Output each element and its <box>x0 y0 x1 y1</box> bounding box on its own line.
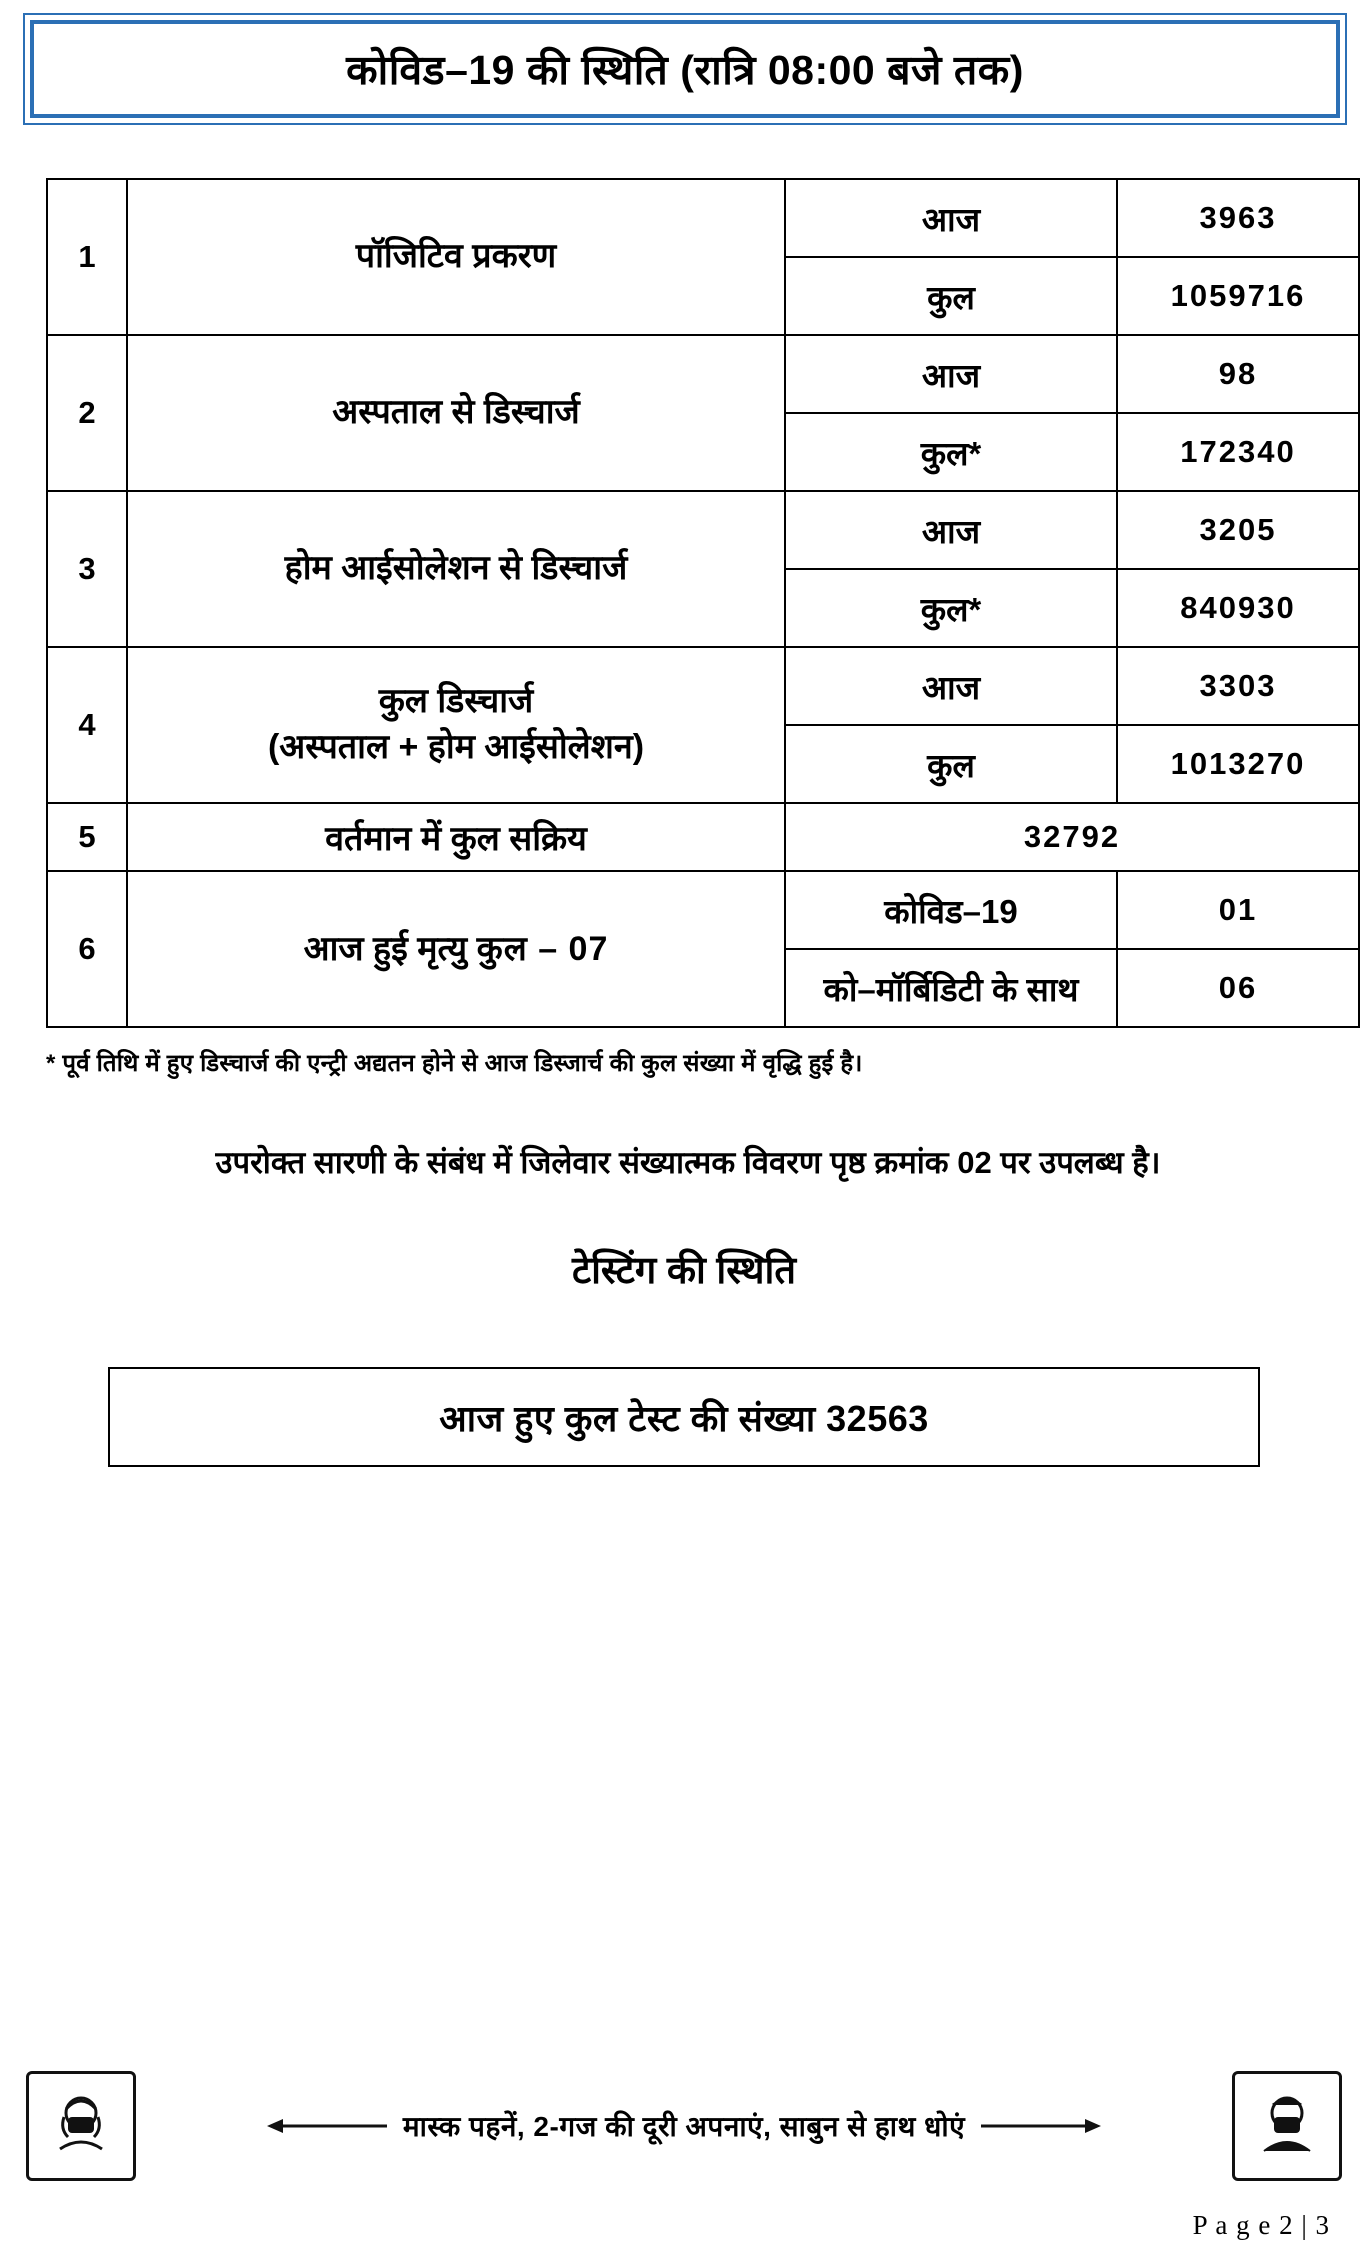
row-value: 3205 <box>1117 491 1359 569</box>
row-number: 6 <box>47 871 127 1027</box>
row-number: 5 <box>47 803 127 871</box>
arrow-left-icon <box>267 2116 387 2136</box>
row-label <box>127 647 785 803</box>
row-value: 172340 <box>1117 413 1359 491</box>
row-label-line1: आज हुई मृत्यु <box>303 929 468 968</box>
row-number: 1 <box>47 179 127 335</box>
mask-woman-icon <box>26 2071 136 2181</box>
row-number: 3 <box>47 491 127 647</box>
row-number: 2 <box>47 335 127 491</box>
row-value: 98 <box>1117 335 1359 413</box>
table-footnote: * पूर्व तिथि में हुए डिस्चार्ज की एन्ट्री अद्यतन होने से आज डिस्जार्च की कुल संख्या में वृद्धि हुई है। <box>46 1050 863 1077</box>
row-label: वर्तमान में कुल सक्रिय <box>127 803 785 871</box>
row-value: 32792 <box>785 803 1359 871</box>
testing-total-box <box>108 1367 1260 1467</box>
row-number: 4 <box>47 647 127 803</box>
page-title: कोविड–19 की स्थिति (रात्रि 08:00 बजे तक) <box>346 47 1024 93</box>
row-sublabel: कुल <box>785 725 1117 803</box>
footer-banner <box>0 2071 1368 2191</box>
table-row <box>47 647 1359 725</box>
row-value: 1013270 <box>1117 725 1359 803</box>
table-row <box>47 803 1359 871</box>
row-value: 06 <box>1117 949 1359 1027</box>
footer-slogan-group <box>136 2107 1232 2145</box>
page-title-banner <box>30 20 1340 118</box>
page-number: P a g e 2 | 3 <box>1192 2210 1330 2240</box>
row-sublabel: कोविड–19 <box>785 871 1117 949</box>
row-value: 840930 <box>1117 569 1359 647</box>
row-sublabel: आज <box>785 335 1117 413</box>
row-value: 3963 <box>1117 179 1359 257</box>
row-label-line2: कुल – 07 <box>476 929 609 968</box>
row-sublabel: आज <box>785 491 1117 569</box>
row-sublabel: आज <box>785 179 1117 257</box>
row-sublabel: कुल* <box>785 413 1117 491</box>
row-sublabel: कुल <box>785 257 1117 335</box>
footer-slogan: मास्क पहनें, 2-गज की दूरी अपनाएं, साबुन से हाथ धोएं <box>402 2111 966 2142</box>
covid-status-table <box>46 178 1360 1028</box>
district-detail-note: उपरोक्त सारणी के संबंध में जिलेवार संख्यात्मक विवरण पृष्ठ क्रमांक 02 पर उपलब्ध है। <box>215 1145 1161 1180</box>
row-sublabel: कुल* <box>785 569 1117 647</box>
table-row <box>47 491 1359 569</box>
table-row <box>47 335 1359 413</box>
row-label: होम आईसोलेशन से डिस्चार्ज <box>127 491 785 647</box>
row-label: अस्पताल से डिस्चार्ज <box>127 335 785 491</box>
mask-man-icon <box>1232 2071 1342 2181</box>
testing-total-text: आज हुए कुल टेस्ट की संख्या 32563 <box>439 1397 929 1439</box>
table-row <box>47 179 1359 257</box>
table-row <box>47 871 1359 949</box>
row-label: पॉजिटिव प्रकरण <box>127 179 785 335</box>
arrow-right-icon <box>981 2116 1101 2136</box>
covid-status-table-wrapper <box>46 178 1330 1028</box>
row-value: 01 <box>1117 871 1359 949</box>
row-label-line1: कुल डिस्चार्ज <box>378 682 534 721</box>
row-label <box>127 871 785 1027</box>
row-value: 3303 <box>1117 647 1359 725</box>
row-sublabel: आज <box>785 647 1117 725</box>
row-value: 1059716 <box>1117 257 1359 335</box>
testing-section-heading: टेस्टिंग की स्थिति <box>571 1250 797 1292</box>
row-label-line2: (अस्पताल + होम आईसोलेशन) <box>267 728 645 766</box>
row-sublabel: को–मॉर्बिडिटी के साथ <box>785 949 1117 1027</box>
